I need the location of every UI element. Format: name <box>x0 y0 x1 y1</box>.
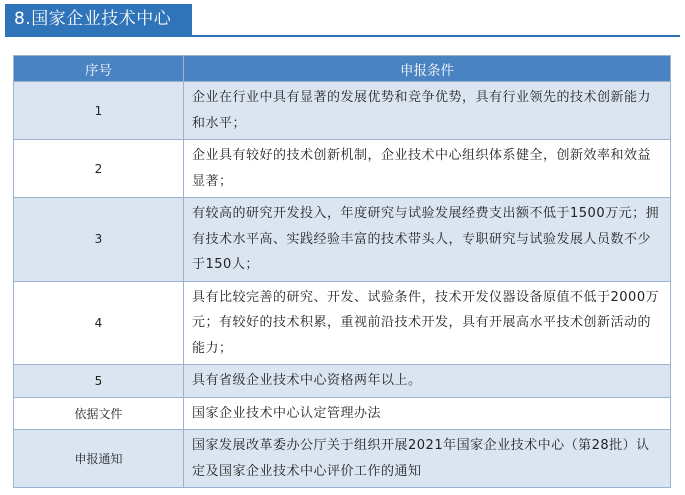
table-row <box>14 82 671 140</box>
title-divider <box>5 35 680 37</box>
row-text: 具有省级企业技术中心资格两年以上。 <box>184 365 671 398</box>
row-label: 1 <box>14 82 184 140</box>
header-index: 序号 <box>14 56 184 82</box>
table-row <box>14 365 671 398</box>
table-row <box>14 430 671 488</box>
row-text: 国家发展改革委办公厅关于组织开展2021年国家企业技术中心（第28批）认定及国家企业技术中心评价工作的通知 <box>184 430 671 488</box>
row-label: 申报通知 <box>14 430 184 488</box>
row-text: 企业在行业中具有显著的发展优势和竞争优势，具有行业领先的技术创新能力和水平； <box>184 82 671 140</box>
table-row <box>14 198 671 282</box>
row-label: 2 <box>14 140 184 198</box>
row-label: 3 <box>14 198 184 282</box>
table-row <box>14 397 671 430</box>
table-row <box>14 140 671 198</box>
table-header-row <box>14 56 671 82</box>
row-text: 具有比较完善的研究、开发、试验条件，技术开发仪器设备原值不低于2000万元；有较好的技术积累，重视前沿技术开发，具有开展高水平技术创新活动的能力； <box>184 281 671 365</box>
row-label: 4 <box>14 281 184 365</box>
section-title: 8.国家企业技术中心 <box>5 4 192 35</box>
header-conditions: 申报条件 <box>184 56 671 82</box>
row-text: 企业具有较好的技术创新机制，企业技术中心组织体系健全，创新效率和效益显著； <box>184 140 671 198</box>
row-text: 有较高的研究开发投入，年度研究与试验发展经费支出额不低于1500万元；拥有技术水平高、实践经验丰富的技术带头人，专职研究与试验发展人员数不少于150人； <box>184 198 671 282</box>
table-row <box>14 281 671 365</box>
row-label: 依据文件 <box>14 397 184 430</box>
row-text: 国家企业技术中心认定管理办法 <box>184 397 671 430</box>
row-label: 5 <box>14 365 184 398</box>
requirements-table <box>13 55 671 488</box>
